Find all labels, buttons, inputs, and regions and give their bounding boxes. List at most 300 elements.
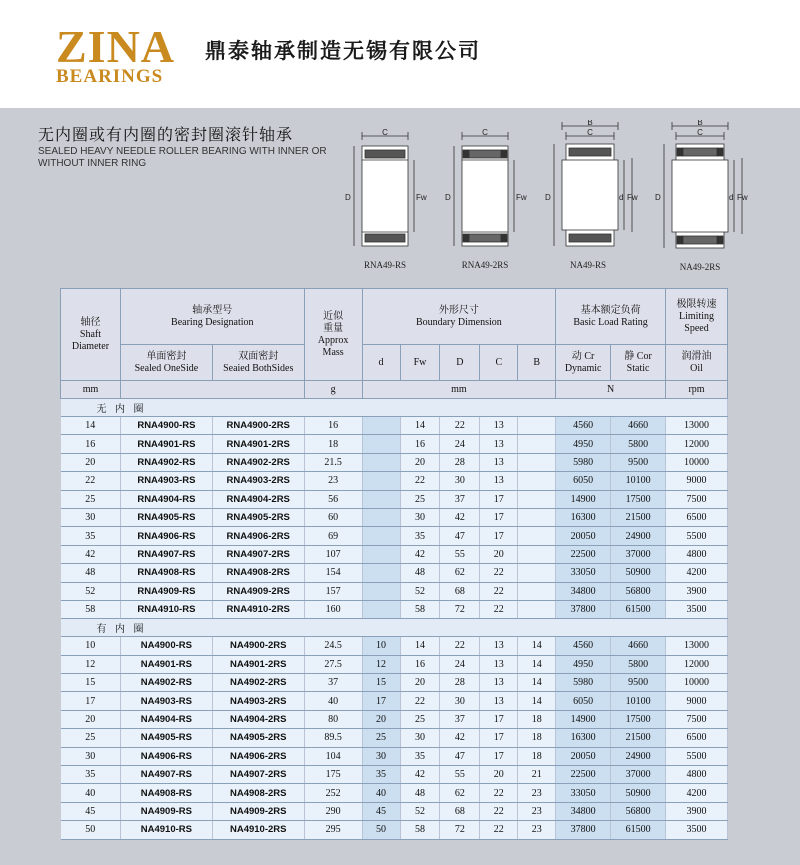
unit-n: N	[556, 381, 666, 399]
table-cell: 47	[440, 527, 480, 545]
table-cell: NA4908-2RS	[212, 784, 304, 802]
table-cell: 48	[400, 564, 440, 582]
table-cell: 23	[518, 802, 556, 820]
table-cell: 30	[61, 747, 121, 765]
table-row	[61, 729, 728, 747]
table-row	[61, 655, 728, 673]
table-cell: NA4910-RS	[120, 821, 212, 839]
table-cell: 56800	[611, 802, 666, 820]
table-cell: 3900	[666, 802, 728, 820]
table-cell: 48	[61, 564, 121, 582]
table-cell: 68	[440, 802, 480, 820]
unit-mm: mm	[61, 381, 121, 399]
table-cell: NA4909-RS	[120, 802, 212, 820]
header-outer-d: D	[440, 345, 480, 381]
table-cell: 68	[440, 582, 480, 600]
table-cell: NA4909-2RS	[212, 802, 304, 820]
table-cell: 4800	[666, 545, 728, 563]
table-cell: 58	[61, 600, 121, 618]
table-cell: 16	[400, 435, 440, 453]
table-cell	[518, 600, 556, 618]
table-cell: 52	[400, 802, 440, 820]
table-cell: 62	[440, 564, 480, 582]
table-cell: 4950	[556, 655, 611, 673]
section-with-inner-ring: 有 内 圈	[61, 619, 728, 637]
table-cell: RNA4903-2RS	[212, 472, 304, 490]
table-cell: 4560	[556, 637, 611, 655]
table-cell: 12	[362, 655, 400, 673]
table-row	[61, 472, 728, 490]
table-cell: 16	[61, 435, 121, 453]
table-row	[61, 453, 728, 471]
table-cell	[518, 564, 556, 582]
table-cell: 37	[304, 674, 362, 692]
table-cell: 13	[480, 472, 518, 490]
table-cell: 37800	[556, 600, 611, 618]
unit-rpm: rpm	[666, 381, 728, 399]
diagram-na49-rs	[540, 120, 640, 258]
table-cell: 160	[304, 600, 362, 618]
table-cell: 30	[61, 508, 121, 526]
table-cell: 40	[362, 784, 400, 802]
table-cell: 37000	[611, 766, 666, 784]
table-cell	[518, 582, 556, 600]
table-cell: 56800	[611, 582, 666, 600]
table-cell: 6500	[666, 729, 728, 747]
table-cell	[362, 453, 400, 471]
table-cell: RNA4904-RS	[120, 490, 212, 508]
table-cell: 4950	[556, 435, 611, 453]
table-cell: 37	[440, 490, 480, 508]
table-cell: 21	[518, 766, 556, 784]
header-shaft-diameter: 轴径 Shaft Diameter	[61, 289, 121, 381]
table-cell: 30	[400, 508, 440, 526]
table-cell: 5500	[666, 527, 728, 545]
table-row	[61, 527, 728, 545]
table-cell: 12000	[666, 435, 728, 453]
table-cell: 16300	[556, 508, 611, 526]
table-cell: 58	[400, 821, 440, 839]
table-cell: 14	[61, 417, 121, 435]
table-cell: 30	[440, 472, 480, 490]
table-cell	[362, 435, 400, 453]
table-cell: 6050	[556, 692, 611, 710]
table-cell: NA4907-2RS	[212, 766, 304, 784]
table-cell: NA4907-RS	[120, 766, 212, 784]
table-cell	[362, 564, 400, 582]
table-cell: 14	[518, 674, 556, 692]
table-cell: 25	[362, 729, 400, 747]
table-cell: 17	[61, 692, 121, 710]
dim-c-label: C	[697, 128, 703, 137]
table-cell: 25	[400, 710, 440, 728]
table-cell: 20050	[556, 527, 611, 545]
header-c: C	[480, 345, 518, 381]
dim-b-label: B	[697, 120, 703, 127]
table-cell: 42	[400, 545, 440, 563]
table-cell: 45	[362, 802, 400, 820]
table-cell: 40	[61, 784, 121, 802]
table-cell: 10100	[611, 472, 666, 490]
table-cell: 50	[362, 821, 400, 839]
unit-mm-dims: mm	[362, 381, 556, 399]
table-cell: 154	[304, 564, 362, 582]
table-row	[61, 545, 728, 563]
table-cell: 17	[480, 508, 518, 526]
table-cell	[362, 527, 400, 545]
table-row	[61, 674, 728, 692]
table-cell: 52	[400, 582, 440, 600]
table-cell: 14	[400, 417, 440, 435]
table-cell: 4800	[666, 766, 728, 784]
header-sealed-one-side: 单面密封 Sealed OneSide	[120, 345, 212, 381]
table-cell: 6050	[556, 472, 611, 490]
table-cell: RNA4901-RS	[120, 435, 212, 453]
header-d: d	[362, 345, 400, 381]
table-cell: 33050	[556, 564, 611, 582]
table-cell: 4660	[611, 417, 666, 435]
table-cell: 20	[400, 453, 440, 471]
dim-fw-label: Fw	[516, 193, 527, 202]
table-cell: 18	[518, 747, 556, 765]
table-cell: 13	[480, 435, 518, 453]
table-cell: RNA4910-2RS	[212, 600, 304, 618]
title-english: SEALED HEAVY NEEDLE ROLLER BEARING WITH INNER OR WITHOUT INNER RING	[38, 146, 327, 169]
table-cell: 42	[400, 766, 440, 784]
table-cell: RNA4901-2RS	[212, 435, 304, 453]
table-cell	[362, 417, 400, 435]
table-cell: 17	[480, 710, 518, 728]
table-cell: 16	[400, 655, 440, 673]
table-cell: 14900	[556, 710, 611, 728]
table-cell: RNA4908-2RS	[212, 564, 304, 582]
table-cell: 28	[440, 453, 480, 471]
table-cell	[518, 527, 556, 545]
table-cell: 7500	[666, 490, 728, 508]
diagram-rna49-2rs	[440, 128, 530, 258]
table-cell: 13000	[666, 417, 728, 435]
dim-d-label: D	[655, 193, 661, 202]
diagram-caption: RNA49-RS	[363, 260, 406, 270]
table-cell: 20	[61, 453, 121, 471]
table-cell: 16	[304, 417, 362, 435]
table-cell: 23	[518, 784, 556, 802]
table-cell: 17500	[611, 710, 666, 728]
table-cell: 5800	[611, 655, 666, 673]
header-fw: Fw	[400, 345, 440, 381]
dim-c-label: C	[382, 128, 388, 137]
dim-c-label: C	[482, 128, 488, 137]
table-cell: 22500	[556, 545, 611, 563]
table-cell: 20	[362, 710, 400, 728]
table-cell: 3900	[666, 582, 728, 600]
table-cell: 10000	[666, 674, 728, 692]
table-cell: 9500	[611, 674, 666, 692]
table-cell: 20050	[556, 747, 611, 765]
table-cell: 17	[480, 747, 518, 765]
table-cell: 35	[61, 527, 121, 545]
table-cell: 13	[480, 655, 518, 673]
table-cell: 60	[304, 508, 362, 526]
table-cell	[518, 472, 556, 490]
table-row	[61, 417, 728, 435]
table-cell: RNA4910-RS	[120, 600, 212, 618]
table-cell: 5500	[666, 747, 728, 765]
table-cell: 24	[440, 435, 480, 453]
table-cell: 45	[61, 802, 121, 820]
table-cell: 89.5	[304, 729, 362, 747]
table-cell: 107	[304, 545, 362, 563]
table-cell: 22	[480, 802, 518, 820]
table-cell: 18	[304, 435, 362, 453]
table-row	[61, 637, 728, 655]
table-cell: 13	[480, 692, 518, 710]
diagram-caption: RNA49-2RS	[461, 260, 509, 270]
table-cell: RNA4907-2RS	[212, 545, 304, 563]
logo-text: ZINA	[56, 21, 176, 72]
table-cell: 22	[400, 692, 440, 710]
table-cell	[518, 508, 556, 526]
table-cell: 4660	[611, 637, 666, 655]
table-row	[61, 766, 728, 784]
table-cell: 56	[304, 490, 362, 508]
table-cell: 23	[518, 821, 556, 839]
table-cell: RNA4900-2RS	[212, 417, 304, 435]
table-cell: 12	[61, 655, 121, 673]
table-cell: 42	[440, 729, 480, 747]
table-cell: RNA4907-RS	[120, 545, 212, 563]
table-cell: 55	[440, 545, 480, 563]
table-cell: 33050	[556, 784, 611, 802]
table-cell: RNA4902-2RS	[212, 453, 304, 471]
table-row	[61, 490, 728, 508]
table-cell: 175	[304, 766, 362, 784]
table-cell: 72	[440, 600, 480, 618]
table-cell: 35	[362, 766, 400, 784]
table-cell: 14	[400, 637, 440, 655]
table-row	[61, 582, 728, 600]
table-cell: 22	[480, 582, 518, 600]
table-cell: 50900	[611, 784, 666, 802]
header-dynamic-cr: 动 Cr Dynamic	[556, 345, 611, 381]
unit-blank	[120, 381, 304, 399]
table-cell: NA4904-RS	[120, 710, 212, 728]
table-cell: RNA4906-2RS	[212, 527, 304, 545]
table-cell: 25	[61, 490, 121, 508]
table-row	[61, 802, 728, 820]
table-cell: 5800	[611, 435, 666, 453]
table-cell: 30	[440, 692, 480, 710]
header-static-cor: 静 Cor Static	[611, 345, 666, 381]
table-cell	[518, 453, 556, 471]
table-cell: 13	[480, 637, 518, 655]
table-cell: 290	[304, 802, 362, 820]
table-cell: 20	[480, 766, 518, 784]
table-cell: RNA4903-RS	[120, 472, 212, 490]
table-cell: RNA4904-2RS	[212, 490, 304, 508]
table-cell: 30	[362, 747, 400, 765]
header-boundary-dimension: 外形尺寸 Boundary Dimension	[362, 289, 556, 345]
table-cell: 104	[304, 747, 362, 765]
table-cell: 4560	[556, 417, 611, 435]
dim-c-label: C	[587, 128, 593, 137]
table-cell: 22	[480, 821, 518, 839]
table-row	[61, 747, 728, 765]
table-cell: 24900	[611, 747, 666, 765]
table-cell: 34800	[556, 802, 611, 820]
table-cell: 15	[61, 674, 121, 692]
table-cell: 4200	[666, 564, 728, 582]
table-cell: 18	[518, 729, 556, 747]
table-cell	[362, 600, 400, 618]
bearing-table-wrapper	[60, 288, 728, 840]
table-cell	[518, 490, 556, 508]
table-cell: 295	[304, 821, 362, 839]
table-cell: NA4906-2RS	[212, 747, 304, 765]
table-cell: 12000	[666, 655, 728, 673]
table-cell: 61500	[611, 821, 666, 839]
table-cell: NA4902-2RS	[212, 674, 304, 692]
table-cell: NA4905-RS	[120, 729, 212, 747]
section-without-inner-ring: 无 内 圈	[61, 399, 728, 417]
table-row	[61, 600, 728, 618]
table-cell: NA4903-RS	[120, 692, 212, 710]
table-cell: 28	[440, 674, 480, 692]
header-approx-mass: 近似 重量 Approx Mass	[304, 289, 362, 381]
table-cell	[518, 435, 556, 453]
table-cell: 18	[518, 710, 556, 728]
table-cell: 48	[400, 784, 440, 802]
table-row	[61, 508, 728, 526]
table-cell: 69	[304, 527, 362, 545]
table-cell: NA4903-2RS	[212, 692, 304, 710]
table-cell	[362, 545, 400, 563]
dim-small-d-label: d	[619, 193, 624, 202]
table-cell: 22	[480, 600, 518, 618]
table-row	[61, 692, 728, 710]
table-cell	[362, 508, 400, 526]
table-cell: NA4905-2RS	[212, 729, 304, 747]
table-cell: 21.5	[304, 453, 362, 471]
header-bearing-designation: 轴承型号 Bearing Designation	[120, 289, 304, 345]
table-cell: NA4910-2RS	[212, 821, 304, 839]
table-cell: 55	[440, 766, 480, 784]
table-cell: 20	[480, 545, 518, 563]
logo-subtext: BEARINGS	[56, 66, 164, 87]
table-cell: NA4904-2RS	[212, 710, 304, 728]
header-sealed-both-sides: 双面密封 Seaied BothSides	[212, 345, 304, 381]
table-cell: RNA4905-RS	[120, 508, 212, 526]
table-cell: 37800	[556, 821, 611, 839]
table-cell: 17	[480, 490, 518, 508]
table-cell: NA4900-2RS	[212, 637, 304, 655]
table-cell: 17500	[611, 490, 666, 508]
table-cell: RNA4909-2RS	[212, 582, 304, 600]
table-cell: 42	[440, 508, 480, 526]
table-cell: 52	[61, 582, 121, 600]
table-cell: 21500	[611, 729, 666, 747]
dim-fw-label: Fw	[416, 193, 427, 202]
table-cell: 10	[61, 637, 121, 655]
table-cell: RNA4908-RS	[120, 564, 212, 582]
table-cell: RNA4905-2RS	[212, 508, 304, 526]
table-cell: 14	[518, 692, 556, 710]
table-cell	[362, 472, 400, 490]
table-cell: 15	[362, 674, 400, 692]
table-cell	[362, 582, 400, 600]
table-cell: 80	[304, 710, 362, 728]
table-cell	[362, 490, 400, 508]
table-cell: 17	[480, 527, 518, 545]
table-cell: 50	[61, 821, 121, 839]
diagram-na49-2rs	[650, 120, 750, 260]
table-row	[61, 435, 728, 453]
table-cell: NA4908-RS	[120, 784, 212, 802]
table-cell: 25	[61, 729, 121, 747]
header-oil: 润滑油 Oil	[666, 345, 728, 381]
dim-fw-label: Fw	[627, 193, 638, 202]
table-cell: 13000	[666, 637, 728, 655]
table-cell: 14	[518, 637, 556, 655]
dim-d-label: D	[545, 193, 551, 202]
table-cell: 10	[362, 637, 400, 655]
table-cell: NA4902-RS	[120, 674, 212, 692]
bearing-spec-table	[60, 288, 728, 840]
table-cell: 22500	[556, 766, 611, 784]
table-cell: 22	[440, 417, 480, 435]
table-cell: 25	[400, 490, 440, 508]
table-cell: 22	[480, 784, 518, 802]
table-cell: 47	[440, 747, 480, 765]
table-cell: 62	[440, 784, 480, 802]
diagram-rna49-rs	[340, 128, 430, 258]
table-cell: 10000	[666, 453, 728, 471]
table-cell: RNA4902-RS	[120, 453, 212, 471]
table-cell: 3500	[666, 600, 728, 618]
table-cell: 10100	[611, 692, 666, 710]
table-cell: 35	[400, 527, 440, 545]
diagram-caption: NA49-RS	[569, 260, 606, 270]
table-cell: 9000	[666, 472, 728, 490]
table-cell: 50900	[611, 564, 666, 582]
table-cell: 17	[362, 692, 400, 710]
table-cell: 22	[480, 564, 518, 582]
table-cell: 22	[61, 472, 121, 490]
table-cell: 5980	[556, 674, 611, 692]
table-row	[61, 821, 728, 839]
unit-g: g	[304, 381, 362, 399]
table-cell	[518, 545, 556, 563]
table-cell: 37000	[611, 545, 666, 563]
table-cell: 35	[400, 747, 440, 765]
table-cell: 13	[480, 417, 518, 435]
table-cell: NA4901-2RS	[212, 655, 304, 673]
table-cell: 7500	[666, 710, 728, 728]
table-cell: 14	[518, 655, 556, 673]
header-basic-load-rating: 基本额定负荷 Basic Load Rating	[556, 289, 666, 345]
page-header	[0, 0, 800, 108]
table-row	[61, 710, 728, 728]
dim-d-label: D	[445, 193, 451, 202]
table-cell: 24.5	[304, 637, 362, 655]
table-cell: 22	[440, 637, 480, 655]
table-cell: NA4901-RS	[120, 655, 212, 673]
table-cell: 9500	[611, 453, 666, 471]
table-cell: 24900	[611, 527, 666, 545]
table-cell: 27.5	[304, 655, 362, 673]
dim-small-d-label: d	[729, 193, 734, 202]
table-cell: 42	[61, 545, 121, 563]
